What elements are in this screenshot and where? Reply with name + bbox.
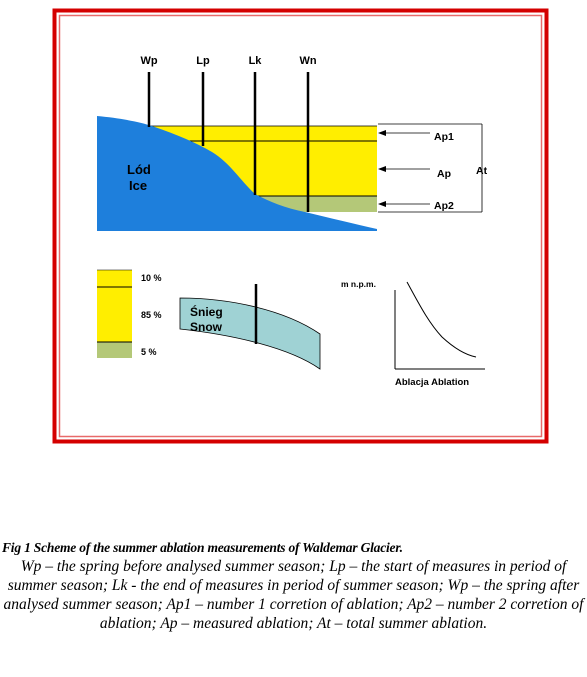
ice-label-pl: Lód (127, 162, 151, 177)
snow-label-en: Snow (190, 320, 222, 334)
figure-caption (0, 540, 587, 633)
arrow-ap1 (378, 130, 430, 136)
percent-middle-label: 85 % (141, 310, 162, 320)
ap-label: Ap (437, 168, 451, 180)
stake-label-lk: Lk (248, 55, 262, 67)
arrow-ap2 (378, 201, 430, 207)
snow-label-pl: Śnieg (190, 305, 223, 319)
percent-bar (97, 270, 132, 358)
caption-body: Wp – the spring before analysed summer season; Lp – the start of measures in period of summer season; Lk - the end of measures in period of summer season; Wp – the spring after analysed summer season; Ap1 – number 1 corretion of ablation; Ap2 – number 2 corretion of ablation; Ap – measured ablation; At – total summer ablation. (3, 558, 584, 632)
ap1-label: Ap1 (434, 131, 454, 143)
graph-ylabel: m n.p.m. (341, 279, 376, 289)
caption-title: Fig 1 Scheme of the summer ablation measurements of Waldemar Glacier. (2, 540, 403, 555)
stake-label-wp: Wp (140, 55, 158, 67)
at-bracket (378, 124, 482, 212)
percent-top-label: 10 % (141, 273, 162, 283)
percent-bottom-label: 5 % (141, 347, 157, 357)
at-label: At (476, 165, 488, 177)
graph-xlabel: Ablacja Ablation (395, 377, 470, 388)
ice-label-en: Ice (129, 178, 148, 193)
ablation-altitude-graph (395, 282, 485, 369)
ap2-label: Ap2 (434, 200, 454, 212)
stake-label-wn: Wn (299, 55, 317, 67)
arrow-ap (378, 166, 430, 172)
stake-label-lp: Lp (196, 55, 210, 67)
